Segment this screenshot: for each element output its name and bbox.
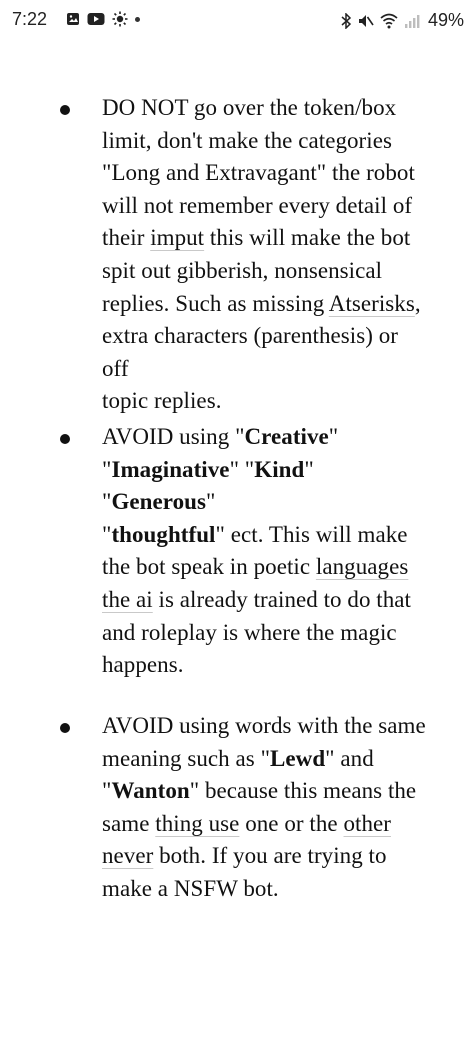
status-right-icons [340,10,464,31]
bullet-2-line-1: "Imaginative" "Kind" "Generous" [102,456,314,515]
bullet-item-1 [66,92,426,418]
bullet-1-line-0: DO NOT go over the token/box [102,95,397,120]
youtube-icon [87,12,105,26]
signal-icon [404,13,420,29]
bullet-2-line-0: AVOID using "Creative" [102,424,339,449]
bullet-1-line-1: limit, don't make the categories [102,127,392,153]
bullet-dot-icon [60,723,70,733]
bullet-3-line-4: never both. If you are trying to [102,843,387,869]
battery-level: 49% [427,10,464,30]
bullet-3-line-5: make a NSFW bot. [102,875,279,901]
bullet-text-2 [102,421,426,682]
bullet-1-line-5: spit out gibberish, nonsensical [102,257,383,283]
bullet-2-line-5: and roleplay is where the magic [102,619,397,645]
bullet-1-line-2: "Long and Extravagant" the robot [102,160,415,186]
dot-icon [135,17,140,22]
bullet-2-line-6: happens. [102,652,184,678]
bullet-dot-icon [60,105,70,115]
bullet-3-line-1: meaning such as "Lewd" and [102,745,374,771]
wifi-icon [380,13,398,29]
bullet-3-line-0: AVOID using words with the same [102,713,426,738]
mute-icon [358,13,374,29]
bullet-2-line-4: the ai is already trained to do that [102,586,412,612]
status-bar [0,0,474,40]
bullet-1-line-3: will not remember every detail of [102,192,413,218]
image-icon [66,12,80,26]
bluetooth-icon [340,13,352,29]
status-left-icons [66,11,140,27]
bullet-text-3 [102,710,426,906]
bullet-dot-icon [60,434,70,444]
bullet-item-3 [66,710,426,906]
bullet-3-line-2: "Wanton" because this means the [102,778,417,804]
status-time: 7:22 [12,9,48,29]
bullet-1-line-7: extra characters (parenthesis) or off [102,323,399,381]
bullet-2-line-3: the bot speak in poetic languages [102,554,409,580]
bullet-1-line-6: replies. Such as missing Atserisks, [102,290,421,316]
bullet-1-line-8: topic replies. [102,388,222,414]
bullet-2-line-2: "thoughtful" ect. This will make [102,521,408,547]
bullet-item-2 [66,421,426,682]
bullet-3-line-3: same thing use one or the other [102,810,391,836]
bullet-1-line-4: their imput this will make the bot [102,225,411,251]
brightness-icon [112,11,128,27]
bullet-text-1 [102,92,426,418]
